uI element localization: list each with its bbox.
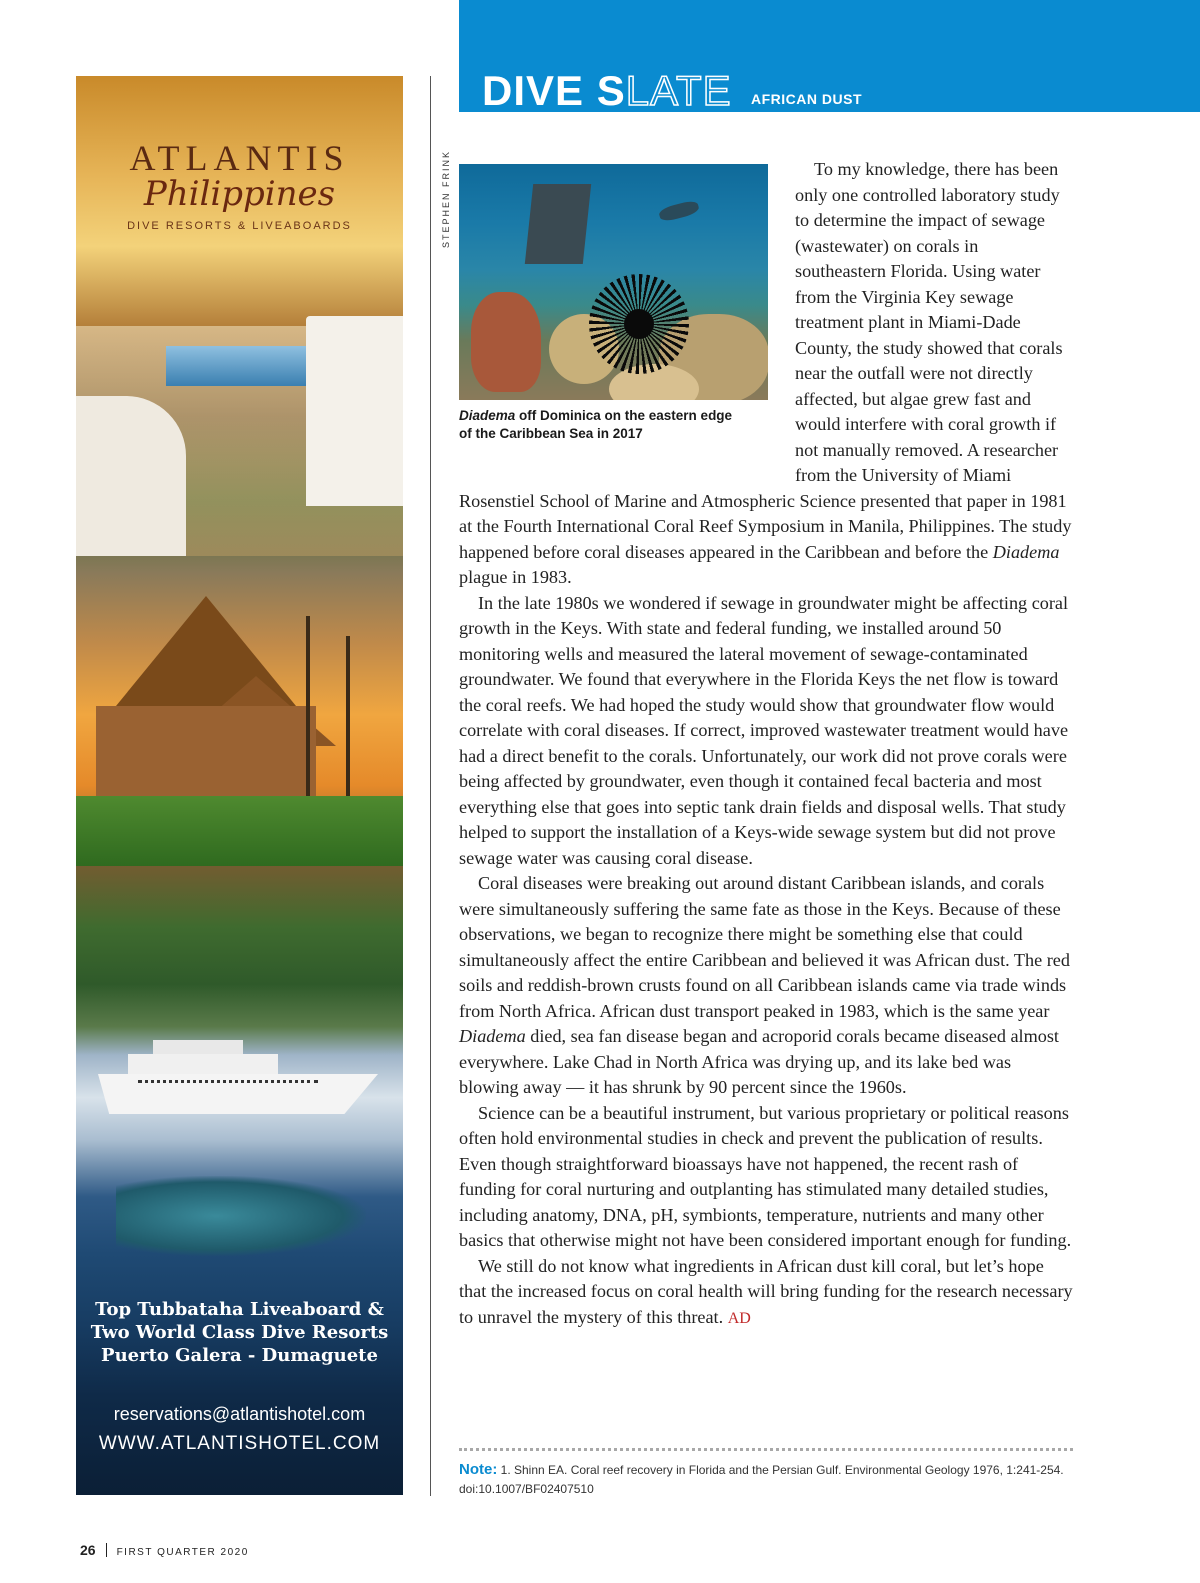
paragraph: Science can be a beautiful instrument, but various proprietary or political reasons often hold environmental studies in check and prevent the publication of results. Even though straightforward bioassays have not happened, the recent rash of funding for coral nurturing and outplanting has stimulated many detailed studies, including anatomy, DNA, pH, symbionts, temperature, nutrients and many other basics that otherwise might not have been considered important enough for funding. xyxy=(459,1102,1072,1250)
paragraph xyxy=(459,1254,1073,1332)
paragraph-text: To my knowledge, there has been only one controlled laboratory study to determine the impact of sewage (wastewater) on corals in southeastern Florida. Using water from the Virginia Key sewage treatment plant in Miami-Dade County, the study showed that corals near the outfall were not directly affected, but algae grew fast and would interfere with coral growth if not manually removed. A researcher from the University of Miami Rosenstiel School of Marine and Atmospheric Science presented that paper in 1981 at the Fourth International Coral Reef Symposium in Manila, Philippines. The study happened before coral diseases appeared in the Caribbean and before the xyxy=(459,159,1072,562)
whale-shark xyxy=(116,1176,366,1256)
ad-website-link[interactable]: WWW.ATLANTISHOTEL.COM xyxy=(98,1433,381,1454)
ad-brand: ATLANTIS xyxy=(129,138,350,178)
ad-email-link[interactable]: reservations@atlantishotel.com xyxy=(113,1404,366,1424)
footnote xyxy=(459,1460,1073,1499)
lawn xyxy=(76,796,403,866)
photo-credit: STEPHEN FRINK xyxy=(441,149,451,248)
bungalow xyxy=(96,706,316,796)
paragraph-text: died, sea fan disease began and acroporid corals became diseased almost everywhere. Lake Chad in North Africa was drying up, and its lake bed was blowing away — it has shrunk by 90 percent since the 1960s. xyxy=(459,1026,1059,1097)
ocean-view xyxy=(166,346,316,386)
ad-subtitle: DIVE RESORTS & LIVEABOARDS xyxy=(127,220,352,232)
title-outline: LATE xyxy=(625,67,732,114)
palm-tree xyxy=(306,616,310,796)
species-name: Diadema xyxy=(992,541,1060,562)
paragraph-text: We still do not know what ingredients in African dust kill coral, but let’s hope that the increased focus on coral health will bring funding for the research necessary to unravel the mystery of this threat. xyxy=(459,1255,1073,1327)
page-footer xyxy=(80,1542,249,1558)
paragraph: In the late 1980s we wondered if sewage in groundwater might be affecting coral growth in the Keys. With state and federal funding, we installed around 50 monitoring wells and measured the lateral movement of sewage-contaminated groundwater. We found that everywhere in the Florida Keys the net flow is toward the coral reefs. We had hoped the study would show that groundwater flow would correlate with coral diseases. If correct, improved wastewater treatment would have had a direct benefit to the corals. Unfortunately, our work did not prove corals were being affected by groundwater, even though it contained fecal bacteria and most everything else that goes into septic tank drain fields and disposal wells. That study helped to support the installation of a Keys-wide sewage system but did not prove sewage water was causing coral disease. xyxy=(459,592,1069,868)
article-body xyxy=(459,157,1073,1331)
white-wall xyxy=(306,316,403,506)
page-number: 26 xyxy=(80,1542,96,1558)
issue-label: FIRST QUARTER 2020 xyxy=(116,1547,249,1558)
paragraph-text: Coral diseases were breaking out around distant Caribbean islands, and corals were simultaneously suffering the same fate as those in the Keys. Because of these observations, we began to recognize there might be something else that could simultaneously affect the entire Caribbean and believed it was African dust. The red soils and reddish-brown crusts found on all Caribbean islands came via trade winds from North Africa. African dust transport peaked in 1983, which is the same year xyxy=(459,873,1070,1021)
resort-photo xyxy=(76,596,403,836)
caption-species: Diadema xyxy=(459,408,516,423)
note-label: Note: xyxy=(459,1461,498,1478)
dotted-divider xyxy=(459,1448,1073,1451)
photo-float-space xyxy=(459,157,795,474)
boat-deck xyxy=(128,1054,278,1076)
paragraph xyxy=(459,871,1073,1101)
end-mark: AD xyxy=(727,1309,751,1327)
footer-divider xyxy=(106,1543,107,1557)
note-text: 1. Shinn EA. Coral reef recovery in Florida and the Persian Gulf. Environmental Geology 1976, 1:241-254. doi:10.1007/BF02407510 xyxy=(459,1463,1064,1496)
ad-tagline-line: Two World Class Dive Resorts xyxy=(90,1322,389,1343)
species-name: Diadema xyxy=(459,1026,526,1046)
ad-tagline-line: Top Tubbataha Liveaboard & xyxy=(95,1299,384,1320)
section-label: AFRICAN DUST xyxy=(751,91,862,107)
palm-tree xyxy=(346,636,350,796)
ad-script: Philippines xyxy=(143,174,336,214)
dive-slate-title xyxy=(482,67,732,114)
white-arch xyxy=(76,396,186,556)
ad-tagline-line: Puerto Galera - Dumaguete xyxy=(101,1345,378,1366)
section-header xyxy=(459,0,1200,112)
title-solid: DIVE S xyxy=(482,67,626,114)
caption-text: off Dominica on the eastern edge of the Caribbean Sea in 2017 xyxy=(459,408,733,441)
liveaboard-boat xyxy=(98,1046,378,1116)
paragraph-text: plague in 1983. xyxy=(459,567,572,587)
atlantis-logo xyxy=(76,138,403,232)
atlantis-advertisement[interactable] xyxy=(76,76,403,1495)
ad-tagline xyxy=(76,1298,403,1367)
boat-windows xyxy=(138,1080,318,1088)
column-divider xyxy=(430,76,431,1496)
